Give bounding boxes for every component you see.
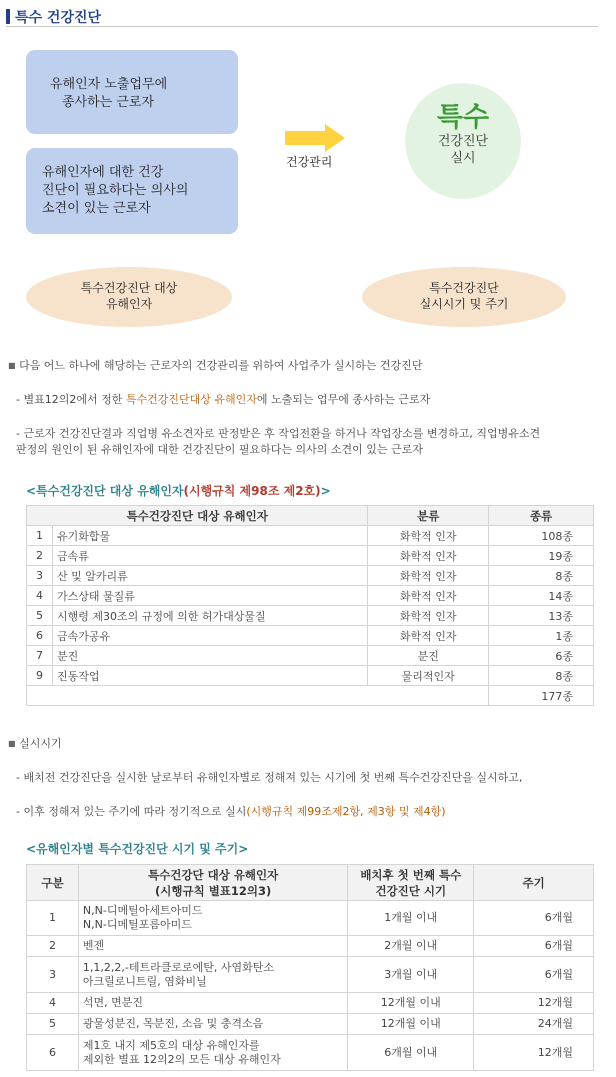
t2-cell-factor: [78, 957, 348, 993]
t2-cell-period: 6개월: [474, 957, 594, 993]
t1-cell-count: 8종: [489, 566, 594, 586]
box2-line3: 소견이 있는 근로자: [42, 201, 151, 216]
timing-line2: [16, 804, 446, 820]
intro-line1: [8, 358, 422, 374]
section1-title: [26, 482, 331, 499]
exam-circle: [405, 83, 521, 199]
arrow-right-icon: [285, 124, 347, 152]
box1-line2: 종사하는 근로자: [62, 95, 155, 110]
oval1-line2: 유해인자: [105, 297, 153, 311]
table-row: [27, 626, 594, 646]
t1-cell-class: 물리적인자: [368, 666, 489, 686]
intro-line2-post: 에 노출되는 업무에 종사하는 근로자: [256, 393, 431, 406]
t2-header-period: 주기: [474, 865, 594, 901]
bullet-icon: ■: [8, 739, 16, 748]
intro-line2-pre: - 별표12의2에서 정한: [16, 393, 126, 406]
t2-cell-factor: 벤젠: [78, 936, 348, 957]
oval2-line1: 특수건강진단: [429, 281, 499, 295]
t2-header-first-line1: 배치후 첫 번째 특수: [360, 867, 462, 882]
t2-cell-period: 12개월: [474, 1035, 594, 1071]
t1-cell-count: 6종: [489, 646, 594, 666]
timing-line2-pre: - 이후 정해져 있는 주기에 따라 정기적으로 실시: [16, 805, 247, 818]
intro-line3: [16, 426, 540, 458]
page-title-text: 특수 건강진단: [15, 10, 102, 26]
table-total-row: [27, 686, 594, 706]
t2-cell-period: 6개월: [474, 901, 594, 936]
t1-cell-no: 3: [27, 566, 53, 586]
t1-cell-no: 7: [27, 646, 53, 666]
t1-cell-class: 화학적 인자: [368, 526, 489, 546]
table-row: [27, 957, 594, 993]
t2-cell-factor: 석면, 면분진: [78, 993, 348, 1014]
t1-cell-factor: 금속가공유: [52, 626, 367, 646]
circle-big-text: 특수: [436, 102, 490, 133]
t2-cell-no: 4: [27, 993, 79, 1014]
t1-cell-count: 13종: [489, 606, 594, 626]
page-title: [6, 6, 598, 27]
t1-cell-no: 5: [27, 606, 53, 626]
t1-header-factor: 특수건강진단 대상 유해인자: [27, 506, 368, 526]
timing-title: [8, 736, 62, 752]
intro-line2-highlight: 특수건강진단대상 유해인자: [125, 393, 257, 406]
intro-line3b: 판정의 원인이 된 유해인자에 대한 건강진단이 필요하다는 의사의 소견이 있는 근로자: [16, 443, 423, 456]
t2-cell-no: 2: [27, 936, 79, 957]
t1-cell-factor: 진동작업: [52, 666, 367, 686]
t2-cell-first: 6개월 이내: [348, 1035, 474, 1071]
t1-cell-no: 2: [27, 546, 53, 566]
table-row: [27, 666, 594, 686]
t1-cell-count: 8종: [489, 666, 594, 686]
table-row: [27, 566, 594, 586]
t2-header-factor-line2: (시행규칙 별표12의3): [155, 883, 272, 898]
t2-cell-period: 24개월: [474, 1014, 594, 1035]
intro-line3a: - 근로자 건강진단결과 직업병 유소견자로 판정받은 후 작업전환을 하거나 작업장소를 변경하고, 직업병유소견: [16, 427, 541, 440]
section1-title-text: <특수건강진단 대상 유해인자: [26, 484, 184, 498]
oval1-line1: 특수건강진단 대상: [80, 281, 178, 295]
t2-cell-no: 5: [27, 1014, 79, 1035]
target-factors-table: [26, 505, 594, 706]
t1-cell-class: 화학적 인자: [368, 626, 489, 646]
circle-line2: 실시: [450, 151, 476, 166]
t2-cell-period: 6개월: [474, 936, 594, 957]
section1-title-end: >: [320, 484, 331, 498]
target-box-exposed-workers: [26, 50, 238, 134]
t1-cell-count: 108종: [489, 526, 594, 546]
t2-factor-line2: 아크릴로니트릴, 염화비닐: [82, 974, 207, 988]
t2-cell-factor: [78, 1035, 348, 1071]
t2-cell-first: 12개월 이내: [348, 1014, 474, 1035]
box1-line1: 유해인자 노출업무에: [50, 77, 168, 92]
t1-cell-count: 19종: [489, 546, 594, 566]
t2-factor-line1: 1,1,2,2,-테트라클로로에탄, 사염화탄소: [82, 960, 274, 974]
title-bar-marker: [6, 9, 10, 24]
t1-total-blank: [27, 686, 489, 706]
t1-cell-count: 14종: [489, 586, 594, 606]
t1-cell-class: 화학적 인자: [368, 606, 489, 626]
target-box-doctor-opinion: [26, 148, 238, 234]
circle-line1: 건강진단: [437, 134, 489, 149]
timing-title-text: 실시시기: [19, 737, 62, 750]
t1-cell-factor: 산 및 알카리류: [52, 566, 367, 586]
t1-total-count: 177종: [489, 686, 594, 706]
t1-cell-count: 1종: [489, 626, 594, 646]
table-row: [27, 606, 594, 626]
table-row: [27, 646, 594, 666]
timing-period-table: [26, 864, 594, 1071]
oval-target-factors: [26, 267, 232, 327]
timing-line1: - 배치전 건강진단을 실시한 날로부터 유해인자별로 정해져 있는 시기에 첫 번째 특수건강진단을 실시하고,: [16, 771, 523, 784]
table-row: [27, 936, 594, 957]
t2-header-factor: [78, 865, 348, 901]
t1-cell-no: 6: [27, 626, 53, 646]
table-row: [27, 546, 594, 566]
t1-cell-class: 화학적 인자: [368, 586, 489, 606]
oval2-line2: 실시시기 및 주기: [419, 297, 509, 311]
t2-cell-no: 6: [27, 1035, 79, 1071]
t2-header-first: [348, 865, 474, 901]
intro-line1-text: 다음 어느 하나에 해당하는 근로자의 건강관리를 위하여 사업주가 실시하는 건강진단: [19, 359, 423, 372]
bullet-icon: ■: [8, 361, 16, 370]
table-row: [27, 526, 594, 546]
t2-factor-line2: N,N-디메틸포름아미드: [82, 918, 192, 931]
t2-header-no: 구분: [27, 865, 79, 901]
overview-diagram: [0, 40, 616, 340]
t2-cell-period: 12개월: [474, 993, 594, 1014]
table-row: [27, 993, 594, 1014]
table-row: [27, 1035, 594, 1071]
t1-cell-factor: 가스상태 물질류: [52, 586, 367, 606]
t1-header-class: 분류: [368, 506, 489, 526]
t2-cell-first: 1개월 이내: [348, 901, 474, 936]
t2-cell-no: 3: [27, 957, 79, 993]
t1-cell-factor: 금속류: [52, 546, 367, 566]
box2-line2: 진단이 필요하다는 의사의: [42, 183, 189, 198]
t1-cell-no: 1: [27, 526, 53, 546]
t2-cell-first: 3개월 이내: [348, 957, 474, 993]
arrow-label: 건강관리: [286, 155, 333, 169]
box2-line1: 유해인자에 대한 건강: [42, 165, 164, 180]
t1-cell-no: 9: [27, 666, 53, 686]
section2-title: <유해인자별 특수건강진단 시기 및 주기>: [26, 842, 249, 856]
t1-cell-class: 분진: [368, 646, 489, 666]
t1-cell-factor: 유기화합물: [52, 526, 367, 546]
intro-line2: [16, 392, 430, 408]
t2-cell-first: 2개월 이내: [348, 936, 474, 957]
t2-factor-line2: 제외한 별표 12의2의 모든 대상 유해인자: [82, 1052, 281, 1066]
t1-cell-factor: 시행령 제30조의 규정에 의한 허가대상물질: [52, 606, 367, 626]
table-row: [27, 1014, 594, 1035]
t1-cell-class: 화학적 인자: [368, 566, 489, 586]
t2-factor-line1: 제1호 내지 제5호의 대상 유해인자를: [82, 1038, 260, 1052]
t2-header-factor-line1: 특수건강단 대상 유해인자: [148, 867, 279, 882]
t1-cell-class: 화학적 인자: [368, 546, 489, 566]
t2-header-first-line2: 건강진단 시기: [375, 883, 447, 898]
t1-cell-factor: 분진: [52, 646, 367, 666]
table-row: [27, 901, 594, 936]
oval-timing-period: [362, 267, 566, 327]
t1-header-count: 종류: [489, 506, 594, 526]
timing-line2-ref: (시행규칙 제99조제2항, 제3항 및 제4항): [246, 805, 446, 818]
t2-cell-no: 1: [27, 901, 79, 936]
t2-factor-line1: N,N-디메틸아세트아미드: [82, 904, 203, 917]
t2-cell-factor: 광물성분진, 목분진, 소음 및 충격소음: [78, 1014, 348, 1035]
t2-cell-factor: [78, 901, 348, 936]
table-row: [27, 586, 594, 606]
t1-cell-no: 4: [27, 586, 53, 606]
t2-cell-first: 12개월 이내: [348, 993, 474, 1014]
section1-title-ref: (시행규칙 제98조 제2호): [183, 484, 321, 498]
